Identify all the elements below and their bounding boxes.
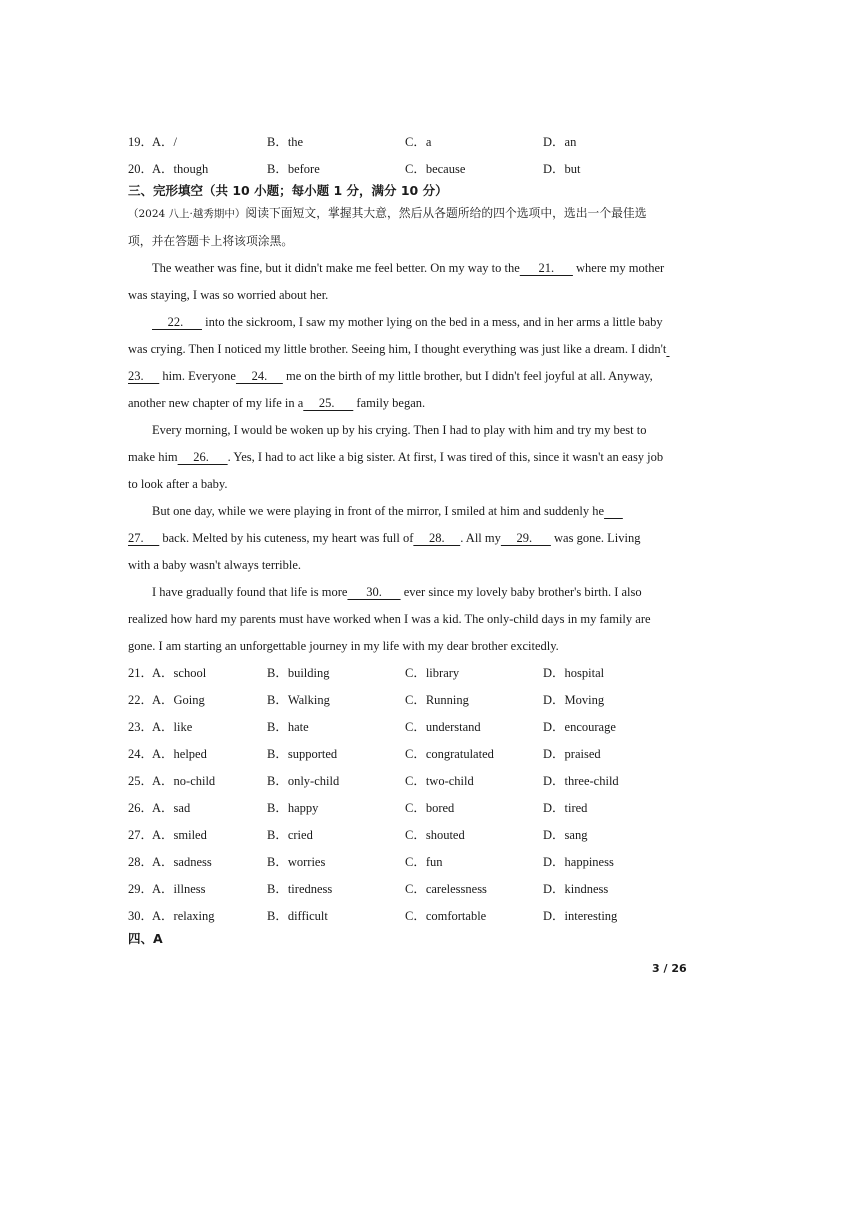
option-a: A．sadness: [152, 855, 212, 869]
option-c: C．a: [405, 135, 432, 149]
section-heading-reading: 四、A: [128, 931, 163, 946]
option-d: D．encourage: [543, 720, 616, 734]
option-b: B．worries: [267, 855, 326, 869]
passage-line: realized how hard my parents must have worked when I was a kid. The only-child days in my family are: [128, 612, 651, 626]
passage-text: was crying. Then I noticed my little brother. Seeing him, I thought everything was just like a dream. I didn't: [128, 342, 667, 356]
option-b: B．before: [267, 162, 320, 176]
blank-25: 25.: [303, 396, 354, 410]
instructions-line-2: 项，并在答题卡上将该项涂黑。: [128, 234, 294, 248]
passage-text: make him: [128, 450, 178, 464]
question-number: 23．: [128, 720, 154, 734]
question-number: 21．: [128, 666, 154, 680]
passage-line: [128, 393, 425, 413]
option-a: A．relaxing: [152, 909, 215, 923]
question-number: 30．: [128, 909, 154, 923]
option-c: C．because: [405, 162, 466, 176]
question-number: 19．: [128, 135, 154, 149]
source-tag: （2024 八上·越秀期中）: [128, 208, 246, 220]
option-c: C．two-child: [405, 774, 474, 788]
passage-text: where my mother: [572, 261, 665, 275]
passage-line: [152, 582, 642, 602]
blank-21: 21.: [519, 261, 573, 275]
question-number: 29．: [128, 882, 154, 896]
option-b: B．only-child: [267, 774, 340, 788]
option-d: D．interesting: [543, 909, 618, 923]
option-a: A．smiled: [152, 828, 207, 842]
option-a: A．sad: [152, 801, 191, 815]
option-a: A．/: [152, 135, 178, 149]
blank-22: 22.: [152, 315, 202, 329]
option-a: A．illness: [152, 882, 206, 896]
option-d: D．happiness: [543, 855, 614, 869]
passage-line: [152, 258, 664, 278]
option-c: C．congratulated: [405, 747, 494, 761]
option-d: D．praised: [543, 747, 601, 761]
blank-29: 29.: [500, 531, 551, 545]
passage-text: was gone. Living: [550, 531, 641, 545]
question-number: 27．: [128, 828, 154, 842]
passage-text: another new chapter of my life in a: [128, 396, 304, 410]
instructions-text-1: 阅读下面短文，掌握其大意，然后从各题所给的四个选项中，选出一个最佳选: [245, 206, 647, 220]
passage-line: was staying, I was so worried about her.: [128, 288, 329, 302]
passage-text: The weather was fine, but it didn't make me feel better. On my way to the: [152, 261, 520, 275]
option-d: D．kindness: [543, 882, 609, 896]
passage-text: me on the birth of my little brother, but I didn't feel joyful at all. Anyway,: [282, 369, 653, 383]
passage-line: [128, 339, 670, 359]
option-c: C．carelessness: [405, 882, 487, 896]
passage-text: I have gradually found that life is more: [152, 585, 348, 599]
option-d: D．sang: [543, 828, 588, 842]
option-b: B．happy: [267, 801, 319, 815]
passage-text: him. Everyone: [159, 369, 236, 383]
option-b: B．building: [267, 666, 330, 680]
passage-text: . Yes, I had to act like a big sister. At first, I was tired of this, since it wasn't an easy job: [227, 450, 664, 464]
instructions-line-1: [128, 200, 688, 228]
section-heading-cloze: 三、完形填空（共 10 小题；每小题 1 分，满分 10 分）: [128, 183, 448, 198]
option-b: B．cried: [267, 828, 313, 842]
option-b: B．supported: [267, 747, 338, 761]
option-a: A．school: [152, 666, 207, 680]
option-d: D．but: [543, 162, 581, 176]
option-d: D．tired: [543, 801, 588, 815]
passage-text: family began.: [353, 396, 426, 410]
passage-text: back. Melted by his cuteness, my heart was full of: [159, 531, 414, 545]
option-a: A．Going: [152, 693, 205, 707]
question-number: 22．: [128, 693, 154, 707]
option-d: D．three-child: [543, 774, 619, 788]
question-number: 28．: [128, 855, 154, 869]
blank-30: 30.: [347, 585, 401, 599]
option-c: C．library: [405, 666, 460, 680]
blank-27-start: [604, 501, 623, 521]
option-b: B．hate: [267, 720, 309, 734]
option-a: A．helped: [152, 747, 207, 761]
option-c: C．bored: [405, 801, 455, 815]
passage-text: ever since my lovely baby brother's birth. I also: [400, 585, 642, 599]
page-number: 3 / 26: [652, 962, 687, 975]
option-b: B．the: [267, 135, 304, 149]
option-a: A．though: [152, 162, 209, 176]
passage-line: [152, 501, 623, 521]
blank-23: 23.: [128, 369, 160, 383]
question-number: 26．: [128, 801, 154, 815]
option-c: C．fun: [405, 855, 443, 869]
passage-line: Every morning, I would be woken up by his crying. Then I had to play with him and try my best to: [152, 423, 647, 437]
passage-line: [152, 312, 663, 332]
passage-text: into the sickroom, I saw my mother lying on the bed in a mess, and in her arms a little baby: [202, 315, 663, 329]
blank-23-start: [666, 339, 669, 359]
passage-text: . All my: [460, 531, 501, 545]
blank-28: 28.: [413, 531, 461, 545]
option-c: C．shouted: [405, 828, 465, 842]
blank-26: 26.: [177, 450, 228, 464]
option-d: D．hospital: [543, 666, 605, 680]
passage-line: gone. I am starting an unforgettable journey in my life with my dear brother excitedly.: [128, 639, 559, 653]
blank-24: 24.: [235, 369, 283, 383]
question-number: 24．: [128, 747, 154, 761]
passage-line: [128, 447, 663, 467]
question-number: 25．: [128, 774, 154, 788]
option-a: A．like: [152, 720, 193, 734]
passage-line: to look after a baby.: [128, 477, 228, 491]
option-b: B．Walking: [267, 693, 330, 707]
option-d: D．an: [543, 135, 577, 149]
passage-line: [128, 528, 640, 548]
option-b: B．difficult: [267, 909, 328, 923]
blank-27: 27.: [128, 531, 160, 545]
option-d: D．Moving: [543, 693, 605, 707]
option-c: C．understand: [405, 720, 481, 734]
option-b: B．tiredness: [267, 882, 333, 896]
section-instructions: [128, 200, 688, 255]
passage-text: But one day, while we were playing in front of the mirror, I smiled at him and suddenly he: [152, 504, 605, 518]
question-number: 20．: [128, 162, 154, 176]
option-a: A．no-child: [152, 774, 216, 788]
passage-line: [128, 366, 653, 386]
passage-line: with a baby wasn't always terrible.: [128, 558, 302, 572]
option-c: C．comfortable: [405, 909, 487, 923]
option-c: C．Running: [405, 693, 469, 707]
